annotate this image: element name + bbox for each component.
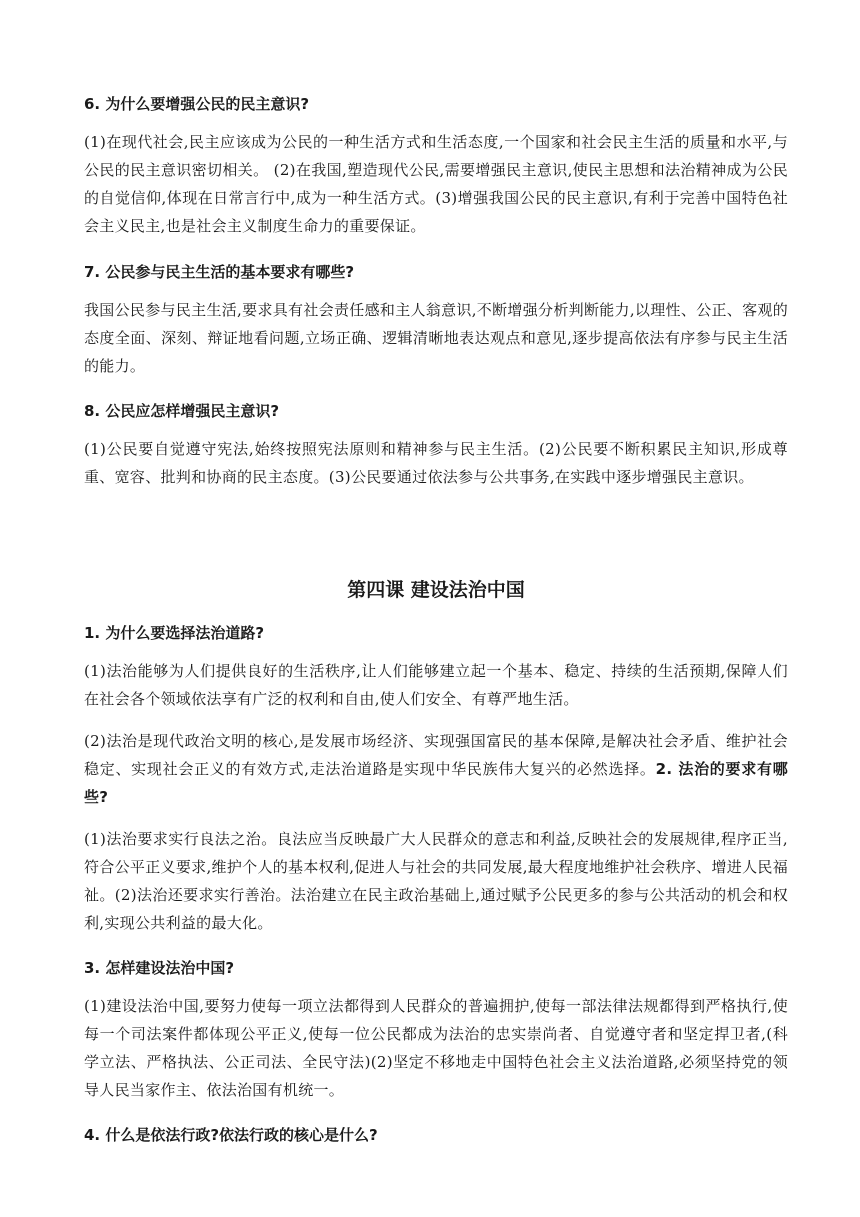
lesson-4-question-1-answer-part2	[84, 727, 788, 811]
lesson-4-question-1-title: 1. 为什么要选择法治道路?	[84, 624, 265, 642]
lesson-4-title: 第四课 建设法治中国	[347, 579, 525, 601]
lesson-4-question-1-answer-part2-text: (2)法治是现代政治文明的核心,是发展市场经济、实现强国富民的基本保障,是解决社会矛盾、维护社会稳定、实现社会正义的有效方式,走法治道路是实现中华民族伟大复兴的必然选择。	[84, 732, 788, 778]
lesson-4-question-2-answer: (1)法治要求实行良法之治。良法应当反映最广大人民群众的意志和利益,反映社会的发展规律,程序正当,符合公平正义要求,维护个人的基本权利,促进人与社会的共同发展,最大程度地维护社会秩序、增进人民福祉。(2)法治还要求实行善治。法治建立在民主政治基础上,通过赋予公民更多的参与公共活动的机会和权利,实现公共利益的最大化。	[84, 830, 788, 932]
lesson-4-question-1-answer-part1: (1)法治能够为人们提供良好的生活秩序,让人们能够建立起一个基本、稳定、持续的生活预期,保障人们在社会各个领域依法享有广泛的权利和自由,使人们安全、有尊严地生活。	[84, 662, 788, 708]
question-6-title: 6. 为什么要增强公民的民主意识?	[84, 95, 310, 113]
lesson-4-question-3-title: 3. 怎样建设法治中国?	[84, 959, 235, 977]
question-7-answer: 我国公民参与民主生活,要求具有社会责任感和主人翁意识,不断增强分析判断能力,以理性、公正、客观的态度全面、深刻、辩证地看问题,立场正确、逻辑清晰地表达观点和意见,逐步提高依法有序参与民主生活的能力。	[84, 301, 788, 375]
question-8-answer: (1)公民要自觉遵守宪法,始终按照宪法原则和精神参与民主生活。(2)公民要不断积累民主知识,形成尊重、宽容、批判和协商的民主态度。(3)公民要通过依法参与公共事务,在实践中逐步增强民主意识。	[84, 440, 788, 486]
lesson-4-question-3-answer: (1)建设法治中国,要努力使每一项立法都得到人民群众的普遍拥护,使每一部法律法规都得到严格执行,使每一个司法案件都体现公平正义,使每一位公民都成为法治的忠实崇尚者、自觉遵守者和坚定捍卫者,(科学立法、严格执法、公正司法、全民守法)(2)坚定不移地走中国特色社会主义法治道路,必须坚持党的领导人民当家作主、依法治国有机统一。	[84, 997, 788, 1099]
question-7-title: 7. 公民参与民主生活的基本要求有哪些?	[84, 263, 355, 281]
question-6-answer: (1)在现代社会,民主应该成为公民的一种生活方式和生活态度,一个国家和社会民主生活的质量和水平,与公民的民主意识密切相关。 (2)在我国,塑造现代公民,需要增强民主意识,使民主思想和法治精神成为公民的自觉信仰,体现在日常言行中,成为一种生活方式。(3)增强我国公民的民主意识,有利于完善中国特色社会主义民主,也是社会主义制度生命力的重要保证。	[84, 133, 788, 235]
lesson-4-question-4-title: 4. 什么是依法行政?依法行政的核心是什么?	[84, 1126, 378, 1144]
question-8-title: 8. 公民应怎样增强民主意识?	[84, 402, 280, 420]
lesson-4-question-2-title: 2. 法治的要求有哪些?	[84, 760, 789, 806]
